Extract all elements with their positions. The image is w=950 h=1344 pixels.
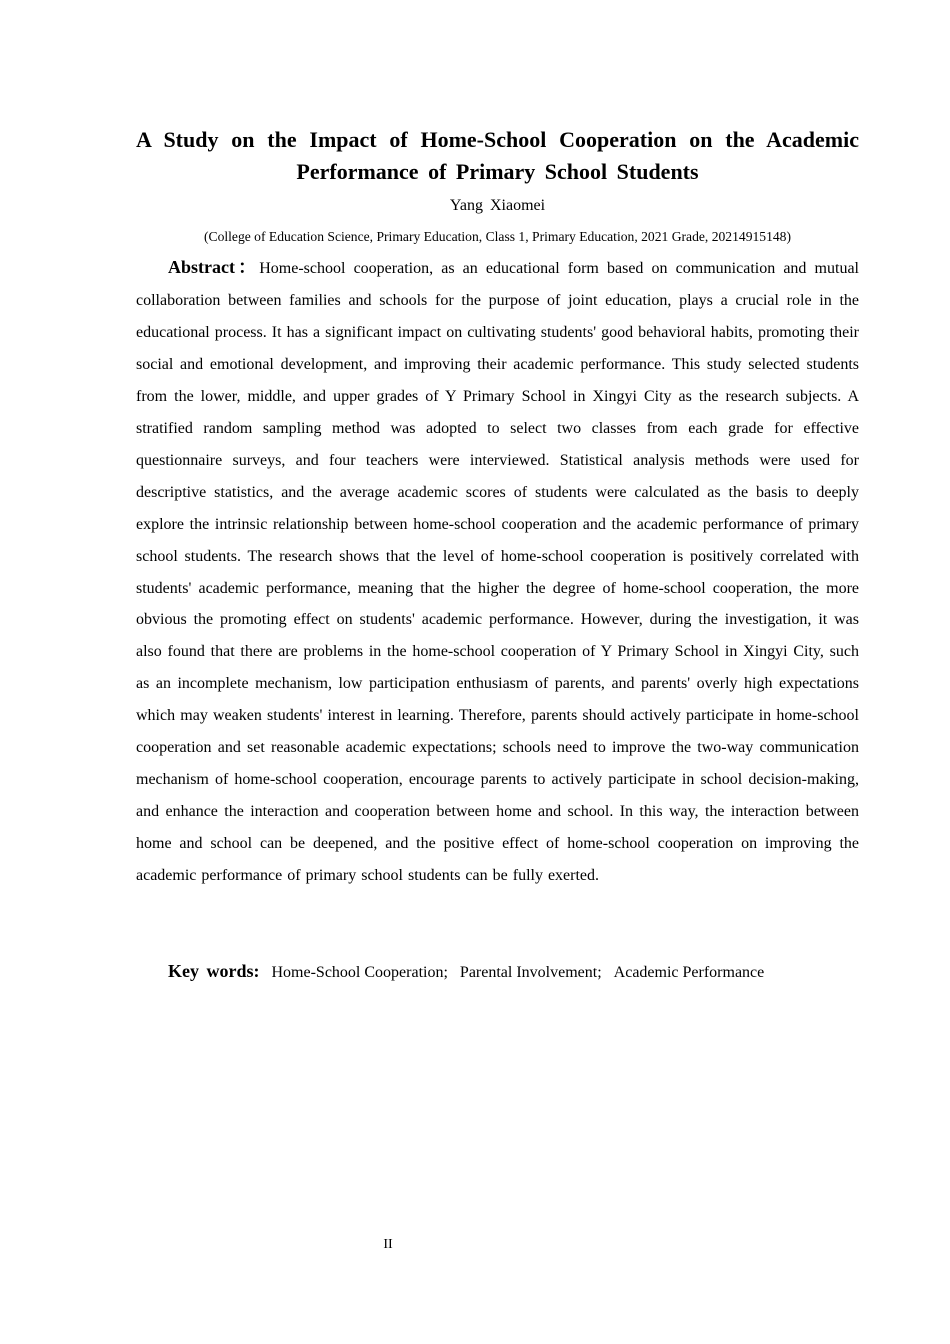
keywords-line (136, 956, 859, 988)
abstract-paragraph (136, 252, 859, 892)
paper-title (136, 124, 859, 188)
author-name: Yang Xiaomei (449, 197, 546, 214)
keyword-item: Parental Involvement; (459, 964, 602, 981)
abstract-label: Abstract： (168, 257, 260, 277)
title-line-2: Performance of Primary School Students (296, 159, 699, 184)
keyword-item: Academic Performance (613, 964, 765, 981)
author-affiliation: (College of Education Science, Primary Education, Class 1, Primary Education, 2021 Grade, 20214915148) (203, 229, 792, 244)
title-line-1: A Study on the Impact of Home-School Cooperation on the Academic (136, 127, 859, 152)
keywords-label: Key words: (168, 961, 260, 981)
page-number: II (383, 1237, 393, 1252)
keyword-item: Home-School Cooperation; (271, 964, 448, 981)
abstract-text: Home-school cooperation, as an educational form based on communication and mutual collaboration between families and schools for the purpose of joint education, plays a crucial role in the educational process. It has a significant impact on cultivating students' good behavioral habits, promoting their social and emotional development, and improving their academic performance. This study selected students from the lower, middle, and upper grades of Y Primary School in Xingyi City as the research subjects. A stratified random sampling method was adopted to select two classes from each grade for effective questionnaire surveys, and four teachers were interviewed. Statistical analysis methods were used for descriptive statistics, and the average academic scores of students were calculated as the basis to deeply explore the intrinsic relationship between home-school cooperation and the academic performance of primary school students. The research shows that the level of home-school cooperation is positively correlated with students' academic performance, meaning that the higher the degree of home-school cooperation, the more obvious the promoting effect on students' academic performance. However, during the investigation, it was also found that there are problems in the home-school cooperation of Y Primary School in Xingyi City, such as an incomplete mechanism, low participation enthusiasm of parents, and parents' overly high expectations which may weaken students' interest in learning. Therefore, parents should actively participate in home-school cooperation and set reasonable academic expectations; schools need to improve the two-way communication mechanism of home-school cooperation, encourage parents to actively participate in school decision-making, and enhance the interaction and cooperation between home and school. In this way, the interaction between home and school can be deepened, and the positive effect of home-school cooperation on improving the academic performance of primary school students can be fully exerted. (136, 260, 859, 885)
